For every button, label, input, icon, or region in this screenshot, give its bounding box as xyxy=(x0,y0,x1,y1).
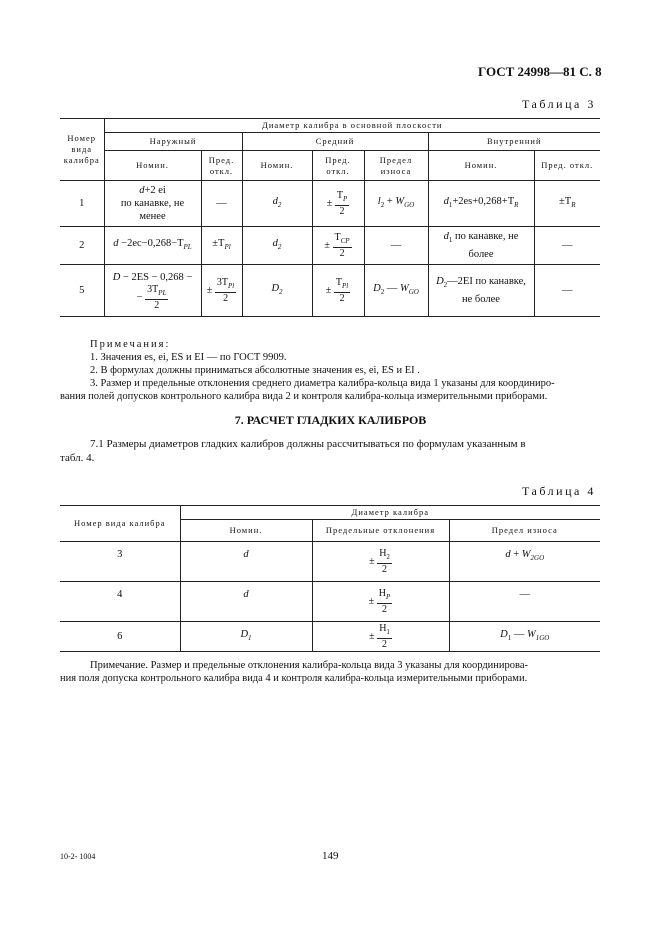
table-row xyxy=(60,582,600,622)
page-header: ГОСТ 24998—81 С. 8 xyxy=(478,64,602,79)
outer-nominal: d+2 ei по канавке, не менее xyxy=(104,181,201,227)
nominal: $D_1$ xyxy=(180,622,312,652)
table3-group-inner: Внутренний xyxy=(428,133,600,151)
inner-deviation: — xyxy=(534,227,600,265)
table3-inner-dev-head: Пред. откл. xyxy=(534,151,600,181)
row-number: 4 xyxy=(60,582,180,622)
table4-col-diameter: Диаметр калибра xyxy=(180,506,600,520)
deviation: ± $\frac{H_1}{2}$ xyxy=(312,622,449,652)
note-table4: Примечание. Размер и предельные отклонения калибра-кольца вида 3 указаны для координирова- xyxy=(90,660,529,671)
outer-deviation: ± $3T_{Pl}$ 2 xyxy=(201,265,242,317)
table3-mid-nom-head: Номин. xyxy=(242,151,312,181)
row-number: 5 xyxy=(60,265,104,317)
table3-outer-nom-head: Номин. xyxy=(104,151,201,181)
row-number: 6 xyxy=(60,622,180,652)
table3-mid-wear-head: Предел износа xyxy=(364,151,428,181)
nominal: d xyxy=(180,542,312,582)
note-3-cont: вания полей допусков контрольного калибра вида 2 и контроля калибра-кольца измерительными приборами. xyxy=(60,391,548,402)
mid-deviation: ± $T_{Pl}$ 2 xyxy=(312,265,364,317)
row-number: 1 xyxy=(60,181,104,227)
note-3: 3. Размер и предельные отклонения среднего диаметра калибра-кольца вида 1 указаны для координиро- xyxy=(90,378,555,389)
mid-nominal: $d_2$ xyxy=(242,227,312,265)
mid-nominal: $D_2$ xyxy=(242,265,312,317)
page-number: 149 xyxy=(322,850,339,862)
table-row xyxy=(60,542,600,582)
table-row xyxy=(60,227,600,265)
mid-nominal: $d_2$ xyxy=(242,181,312,227)
section-title: 7. РАСЧЕТ ГЛАДКИХ КАЛИБРОВ xyxy=(234,413,427,427)
wear-limit: $D_1$ — $W_{1GO}$ xyxy=(449,622,600,652)
section-paragraph: 7.1 Размеры диаметров гладких калибров должны рассчитываться по формулам указанным в xyxy=(90,438,526,450)
table4-nom-head: Номин. xyxy=(180,520,312,542)
inner-nominal: $d_1+2es+0,268+T_R$ xyxy=(428,181,534,227)
note-table4-cont: ния поля допуска контрольного калибра вида 4 и контроля калибра-кольца измерительными приборами. xyxy=(60,673,528,684)
outer-deviation: $\pm T_{Pl}$ xyxy=(201,227,242,265)
note-1: 1. Значения es, ei, ES и EI — по ГОСТ 9909. xyxy=(90,352,287,363)
table3 xyxy=(60,118,600,317)
table3-outer-dev-head: Пред. откл. xyxy=(201,151,242,181)
footer-code: 10-2- 1004 xyxy=(60,852,96,861)
row-number: 2 xyxy=(60,227,104,265)
note-2: 2. В формулах должны приниматься абсолютные значения es, ei, ES и EI . xyxy=(90,365,420,376)
table-row xyxy=(60,181,600,227)
outer-deviation: — xyxy=(201,181,242,227)
table3-mid-dev-head: Пред. откл. xyxy=(312,151,364,181)
outer-nominal: $d -2ec-0,268-T_{PL}$ xyxy=(104,227,201,265)
wear-limit: $d + W_{2GO}$ xyxy=(449,542,600,582)
inner-deviation: $\pm T_R$ xyxy=(534,181,600,227)
outer-nominal: D − 2ES − 0,268 − − $3T_{PL}$ 2 xyxy=(104,265,201,317)
table-row xyxy=(60,265,600,317)
table3-col-diameter: Диаметр калибра в основной плоскости xyxy=(104,119,600,133)
table3-group-outer: Наружный xyxy=(104,133,242,151)
mid-wear: — xyxy=(364,227,428,265)
table4-col-number: Номер вида калибра xyxy=(60,506,180,542)
nominal: d xyxy=(180,582,312,622)
table3-group-mid: Средний xyxy=(242,133,428,151)
mid-wear: $l_2 + W_{GO}$ xyxy=(364,181,428,227)
table3-col-number: Номер вида калибра xyxy=(60,119,104,181)
table4-dev-head: Предельные отклонения xyxy=(312,520,449,542)
mid-wear: $D_2$ — $W_{GO}$ xyxy=(364,265,428,317)
inner-nominal: $d_1$ по канавке, не более xyxy=(428,227,534,265)
table-row xyxy=(60,622,600,652)
table4-caption: Таблица 4 xyxy=(522,484,596,498)
inner-deviation: — xyxy=(534,265,600,317)
table3-inner-nom-head: Номин. xyxy=(428,151,534,181)
section-paragraph-cont: табл. 4. xyxy=(60,452,95,464)
table3-caption: Таблица 3 xyxy=(522,97,596,111)
wear-limit: — xyxy=(449,582,600,622)
table4-wear-head: Предел износа xyxy=(449,520,600,542)
row-number: 3 xyxy=(60,542,180,582)
deviation: ± $\frac{H_P}{2}$ xyxy=(312,582,449,622)
inner-nominal: $D_2—2EI$ по канавке, не более xyxy=(428,265,534,317)
mid-deviation: ± $T_{CP}$ 2 xyxy=(312,227,364,265)
deviation: ± $\frac{H_2}{2}$ xyxy=(312,542,449,582)
mid-deviation: ± $\frac{T_P}{2}$ xyxy=(312,181,364,227)
notes-title: Примечания: xyxy=(90,339,171,350)
table4 xyxy=(60,505,600,652)
